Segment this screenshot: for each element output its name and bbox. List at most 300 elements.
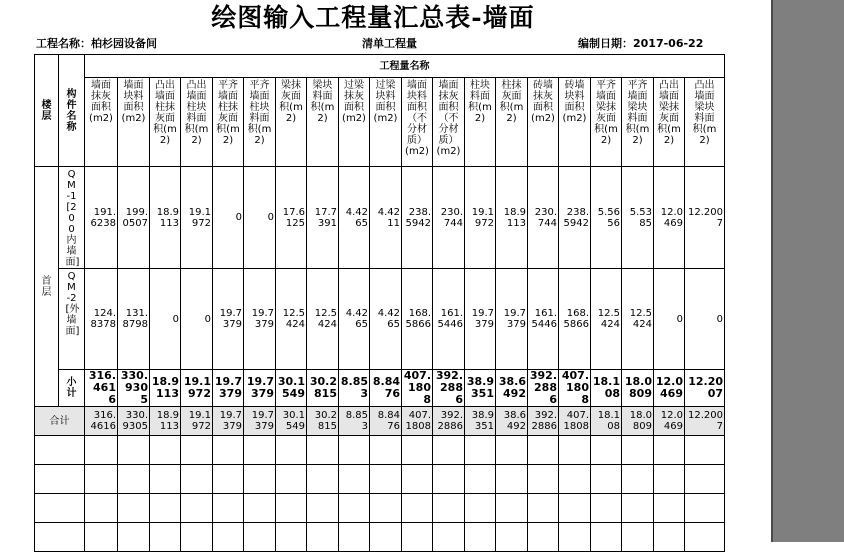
column-header (150, 78, 181, 167)
total-value: 392.2886 (531, 410, 557, 432)
total-value: 30.1549 (282, 410, 305, 432)
value-cell (118, 167, 150, 269)
header-quantity-group (85, 55, 725, 78)
empty-cell (528, 523, 559, 552)
cell-value: 168.5866 (563, 308, 589, 330)
empty-cell (622, 465, 654, 494)
value-cell (244, 269, 276, 370)
total-value: 12.2007 (688, 410, 723, 432)
value-cell (244, 167, 276, 269)
total-cell (213, 407, 244, 436)
cell-value: 17.7391 (314, 206, 337, 229)
column-header (591, 78, 622, 167)
table-row (35, 269, 725, 370)
column-header-label: 墙面抹灰面积(m2) (89, 80, 113, 124)
empty-row (35, 523, 725, 552)
empty-cell (118, 436, 150, 465)
empty-cell (402, 436, 433, 465)
empty-cell (85, 523, 118, 552)
value-cell (307, 269, 339, 370)
empty-cell (433, 494, 465, 523)
value-cell (276, 167, 307, 269)
column-header (654, 78, 685, 167)
total-value: 330.9305 (122, 410, 148, 432)
column-header-label: 柱抹灰面积(m2) (499, 80, 524, 124)
component-cell (59, 167, 85, 269)
total-value: 407.1808 (563, 410, 589, 432)
empty-cell (150, 436, 181, 465)
cell-value: 124.8378 (90, 308, 116, 330)
value-cell (559, 269, 591, 370)
cell-value: 0 (676, 313, 683, 325)
component-cell (59, 269, 85, 370)
total-cell (622, 407, 654, 436)
empty-cell (654, 465, 685, 494)
subtotal-cell (213, 370, 244, 407)
empty-cell (370, 465, 402, 494)
project-name: 工程名称：柏杉园设备间 (36, 37, 157, 50)
empty-row (35, 436, 725, 465)
empty-cell (35, 523, 85, 552)
total-row (35, 407, 725, 436)
cell-value: 230.744 (440, 206, 463, 229)
value-cell (213, 269, 244, 370)
empty-cell (433, 436, 465, 465)
page-edge (771, 0, 773, 542)
empty-cell (276, 436, 307, 465)
empty-cell (307, 436, 339, 465)
subtotal-value: 316.4616 (88, 369, 116, 406)
total-cell (244, 407, 276, 436)
empty-cell (402, 523, 433, 552)
empty-cell (35, 436, 85, 465)
column-header-label: 平齐墙面柱抹灰面积(m2) (216, 80, 240, 146)
subtotal-cell (181, 370, 213, 407)
floor-cell (35, 167, 59, 407)
total-cell (496, 407, 528, 436)
column-header-label: 柱块料面积(m2) (468, 80, 492, 124)
empty-cell (339, 523, 370, 552)
empty-cell (559, 523, 591, 552)
floor-name: 首层 (41, 275, 52, 298)
column-header (85, 78, 118, 167)
subtotal-value: 19.1972 (183, 375, 211, 400)
cell-value: 238.5942 (405, 206, 431, 229)
column-header (213, 78, 244, 167)
column-header (339, 78, 370, 167)
empty-cell (181, 523, 213, 552)
empty-cell (465, 436, 496, 465)
total-value: 18.0809 (629, 410, 652, 432)
subtotal-value: 18.0809 (624, 375, 652, 400)
value-cell (150, 167, 181, 269)
subtotal-cell (528, 370, 559, 407)
header-floor-label: 楼层 (41, 99, 52, 122)
cell-value: 19.7379 (503, 308, 526, 330)
empty-cell (339, 465, 370, 494)
value-cell (685, 167, 725, 269)
empty-cell (213, 494, 244, 523)
empty-cell (402, 465, 433, 494)
cell-value: 5.5656 (597, 206, 620, 229)
subtotal-value: 19.7379 (246, 375, 274, 400)
column-header (528, 78, 559, 167)
header-component (59, 55, 85, 167)
cell-value: 168.5866 (405, 308, 431, 330)
cell-value: 131.8798 (122, 308, 148, 330)
subtotal-cell (685, 370, 725, 407)
column-header-label: 凸出墙面梁块料面积(m2) (692, 80, 717, 146)
column-header-label: 梁块料面积(m2) (310, 80, 335, 124)
subtotal-cell (654, 370, 685, 407)
column-header (276, 78, 307, 167)
column-header-label: 墙面块料面积(m2) (121, 80, 146, 124)
subtotal-cell (244, 370, 276, 407)
empty-cell (213, 523, 244, 552)
empty-cell (685, 494, 725, 523)
cell-value: 12.5424 (629, 308, 652, 330)
value-cell (528, 167, 559, 269)
cell-value: 19.1972 (188, 206, 211, 229)
empty-cell (85, 436, 118, 465)
subtotal-cell (370, 370, 402, 407)
cell-value: 0 (716, 313, 723, 325)
component-name: QM-2[外墙面] (65, 271, 80, 337)
value-cell (402, 269, 433, 370)
subtotal-cell (465, 370, 496, 407)
value-cell (654, 167, 685, 269)
column-header-label: 过梁抹灰面积(m2) (342, 80, 366, 124)
empty-cell (181, 494, 213, 523)
column-header (402, 78, 433, 167)
column-header (433, 78, 465, 167)
empty-cell (150, 523, 181, 552)
cell-value: 5.5385 (629, 206, 652, 229)
empty-cell (150, 494, 181, 523)
empty-cell (307, 494, 339, 523)
total-cell (307, 407, 339, 436)
subtotal-value: 8.8476 (372, 375, 400, 400)
total-value: 12.0469 (660, 410, 683, 432)
cell-value: 19.7379 (219, 308, 242, 330)
cell-value: 19.7379 (251, 308, 274, 330)
subtotal-cell (307, 370, 339, 407)
value-cell (528, 269, 559, 370)
empty-cell (276, 494, 307, 523)
value-cell (685, 269, 725, 370)
value-cell (150, 269, 181, 370)
total-value: 38.6492 (503, 410, 526, 432)
value-cell (591, 167, 622, 269)
value-cell (307, 167, 339, 269)
column-header-label: 砖墙抹灰面积(m2) (531, 80, 555, 124)
subtotal-value: 407.1808 (561, 369, 589, 406)
empty-cell (276, 523, 307, 552)
header-floor (35, 55, 59, 167)
total-value: 19.7379 (219, 410, 242, 432)
value-cell (370, 269, 402, 370)
total-cell (528, 407, 559, 436)
column-header (465, 78, 496, 167)
empty-cell (465, 465, 496, 494)
cell-value: 0 (172, 313, 179, 325)
empty-cell (465, 523, 496, 552)
column-header-label: 平齐墙面柱块料面积(m2) (247, 80, 272, 146)
cell-value: 4.4265 (377, 308, 400, 330)
cell-value: 4.4265 (345, 308, 368, 330)
empty-cell (496, 494, 528, 523)
empty-cell (465, 494, 496, 523)
subtotal-cell (85, 370, 118, 407)
cell-value: 230.744 (534, 206, 557, 229)
total-value: 18.108 (597, 410, 620, 432)
value-cell (370, 167, 402, 269)
header-row-1 (35, 55, 725, 78)
column-header (118, 78, 150, 167)
empty-cell (559, 494, 591, 523)
empty-cell (685, 465, 725, 494)
total-cell (559, 407, 591, 436)
empty-cell (213, 436, 244, 465)
empty-cell (591, 465, 622, 494)
column-header (307, 78, 339, 167)
subtotal-value: 30.2815 (309, 375, 337, 400)
total-cell (118, 407, 150, 436)
total-value: 19.7379 (251, 410, 274, 432)
subtotal-value: 19.7379 (214, 375, 242, 400)
empty-cell (339, 494, 370, 523)
value-cell (496, 167, 528, 269)
empty-cell (118, 494, 150, 523)
table-row (35, 167, 725, 269)
total-cell (591, 407, 622, 436)
empty-cell (496, 523, 528, 552)
empty-cell (244, 523, 276, 552)
empty-cell (654, 523, 685, 552)
empty-cell (85, 494, 118, 523)
workspace-background (771, 0, 844, 542)
column-header (181, 78, 213, 167)
subtotal-cell (276, 370, 307, 407)
empty-cell (35, 465, 85, 494)
subtotal-value: 392.2886 (529, 369, 557, 406)
empty-cell (433, 523, 465, 552)
value-cell (654, 269, 685, 370)
empty-cell (370, 494, 402, 523)
empty-cell (559, 465, 591, 494)
empty-cell (528, 494, 559, 523)
subtotal-value: 12.2007 (688, 375, 723, 400)
empty-cell (339, 436, 370, 465)
column-header-label: 凸出墙面柱块料面积(m2) (184, 80, 209, 146)
empty-cell (685, 436, 725, 465)
value-cell (118, 269, 150, 370)
subtotal-cell (339, 370, 370, 407)
total-cell (402, 407, 433, 436)
value-cell (181, 167, 213, 269)
total-cell (465, 407, 496, 436)
empty-cell (244, 494, 276, 523)
subtotal-row (35, 370, 725, 407)
subtotal-value: 12.0469 (655, 375, 683, 400)
empty-cell (244, 465, 276, 494)
total-value: 19.1972 (188, 410, 211, 432)
subtotal-value: 8.853 (340, 375, 368, 400)
empty-cell (307, 465, 339, 494)
value-cell (339, 167, 370, 269)
column-header-label: 梁抹灰面积(m2) (279, 80, 303, 124)
column-header (685, 78, 725, 167)
total-value: 18.9113 (156, 410, 179, 432)
subtotal-cell (402, 370, 433, 407)
cell-value: 12.5424 (314, 308, 337, 330)
cell-value: 17.6125 (282, 206, 305, 229)
value-cell (622, 167, 654, 269)
subtotal-value: 18.9113 (151, 375, 179, 400)
subtotal-cell (433, 370, 465, 407)
column-header-label: 平齐墙面梁抹灰面积(m2) (594, 80, 618, 146)
empty-cell (276, 465, 307, 494)
column-header (370, 78, 402, 167)
cell-value: 12.5424 (282, 308, 305, 330)
empty-cell (181, 436, 213, 465)
empty-cell (35, 494, 85, 523)
column-header (622, 78, 654, 167)
value-cell (465, 167, 496, 269)
subtotal-value: 330.9305 (120, 369, 148, 406)
empty-cell (622, 436, 654, 465)
cell-value: 161.5446 (531, 308, 557, 330)
empty-cell (685, 523, 725, 552)
cell-value: 12.2007 (688, 206, 723, 229)
cell-value: 199.0507 (122, 206, 148, 229)
total-cell (685, 407, 725, 436)
value-cell (402, 167, 433, 269)
empty-cell (307, 523, 339, 552)
total-cell (370, 407, 402, 436)
empty-cell (402, 494, 433, 523)
subtotal-cell (150, 370, 181, 407)
subtotal-cell (559, 370, 591, 407)
total-cell (276, 407, 307, 436)
empty-cell (496, 465, 528, 494)
empty-cell (496, 436, 528, 465)
cell-value: 191.6238 (90, 206, 116, 229)
subtotal-cell (118, 370, 150, 407)
cell-value: 0 (267, 212, 274, 223)
column-header (496, 78, 528, 167)
empty-cell (654, 436, 685, 465)
empty-cell (654, 494, 685, 523)
empty-cell (118, 465, 150, 494)
empty-cell (213, 465, 244, 494)
value-cell (85, 167, 118, 269)
cell-value: 4.4211 (377, 206, 400, 229)
column-header-label: 凸出墙面梁抹灰面积(m2) (657, 80, 681, 146)
total-value: 8.8476 (377, 410, 400, 432)
empty-cell (433, 465, 465, 494)
empty-cell (622, 494, 654, 523)
component-name: QM-1[200内墙面] (65, 169, 80, 268)
cell-value: 0 (235, 212, 242, 223)
total-cell (181, 407, 213, 436)
empty-cell (591, 436, 622, 465)
total-cell (433, 407, 465, 436)
empty-cell (370, 436, 402, 465)
header-quantity-label: 工程量名称 (379, 60, 430, 72)
header-component-label: 构件名称 (66, 88, 77, 133)
empty-cell (370, 523, 402, 552)
total-value: 392.2886 (437, 410, 463, 432)
total-value: 38.9351 (471, 410, 494, 432)
column-header-label: 平齐墙面梁块料面积(m2) (625, 80, 650, 146)
total-cell (339, 407, 370, 436)
value-cell (433, 269, 465, 370)
subtotal-value: 407.1808 (403, 369, 431, 406)
cell-value: 12.5424 (597, 308, 620, 330)
empty-cell (181, 465, 213, 494)
total-value: 407.1808 (405, 410, 431, 432)
empty-cell (559, 436, 591, 465)
column-header-label: 凸出墙面柱抹灰面积(m2) (153, 80, 177, 146)
empty-cell (528, 436, 559, 465)
value-cell (213, 167, 244, 269)
empty-row (35, 465, 725, 494)
value-cell (559, 167, 591, 269)
value-cell (622, 269, 654, 370)
value-cell (276, 269, 307, 370)
subtotal-label (59, 370, 85, 407)
compile-date: 编制日期：2017-06-22 (578, 37, 704, 50)
total-cell (654, 407, 685, 436)
subtotal-value: 392.2886 (435, 369, 463, 406)
empty-cell (150, 465, 181, 494)
column-header-label: 墙面块料面积（不分材质）(m2) (405, 80, 429, 157)
subtotal-cell (591, 370, 622, 407)
value-cell (85, 269, 118, 370)
cell-value: 12.0469 (660, 206, 683, 229)
empty-cell (528, 465, 559, 494)
total-value: 30.2815 (314, 410, 337, 432)
empty-cell (591, 523, 622, 552)
subtotal-value: 38.9351 (466, 375, 494, 400)
value-cell (591, 269, 622, 370)
subtotal-cell (496, 370, 528, 407)
subtotal-value: 30.1549 (277, 375, 305, 400)
value-cell (433, 167, 465, 269)
column-header-label: 墙面抹灰面积（不分材质）(m2) (436, 80, 461, 157)
header-row-2 (35, 78, 725, 167)
value-cell (496, 269, 528, 370)
cell-value: 19.1972 (471, 206, 494, 229)
subtotal-value: 18.108 (592, 375, 620, 400)
column-header-label: 过梁块料面积(m2) (373, 80, 398, 124)
value-cell (465, 269, 496, 370)
list-type: 清单工程量 (362, 37, 417, 50)
cell-value: 161.5446 (437, 308, 463, 330)
total-label-text: 合计 (49, 415, 70, 427)
value-cell (181, 269, 213, 370)
total-cell (85, 407, 118, 436)
empty-cell (591, 494, 622, 523)
total-label (35, 407, 85, 436)
summary-table (34, 54, 725, 552)
column-header-label: 砖墙块料面积(m2) (562, 80, 587, 124)
total-cell (150, 407, 181, 436)
cell-value: 18.9113 (503, 206, 526, 229)
subtotal-value: 38.6492 (498, 375, 526, 400)
cell-value: 4.4265 (345, 206, 368, 229)
